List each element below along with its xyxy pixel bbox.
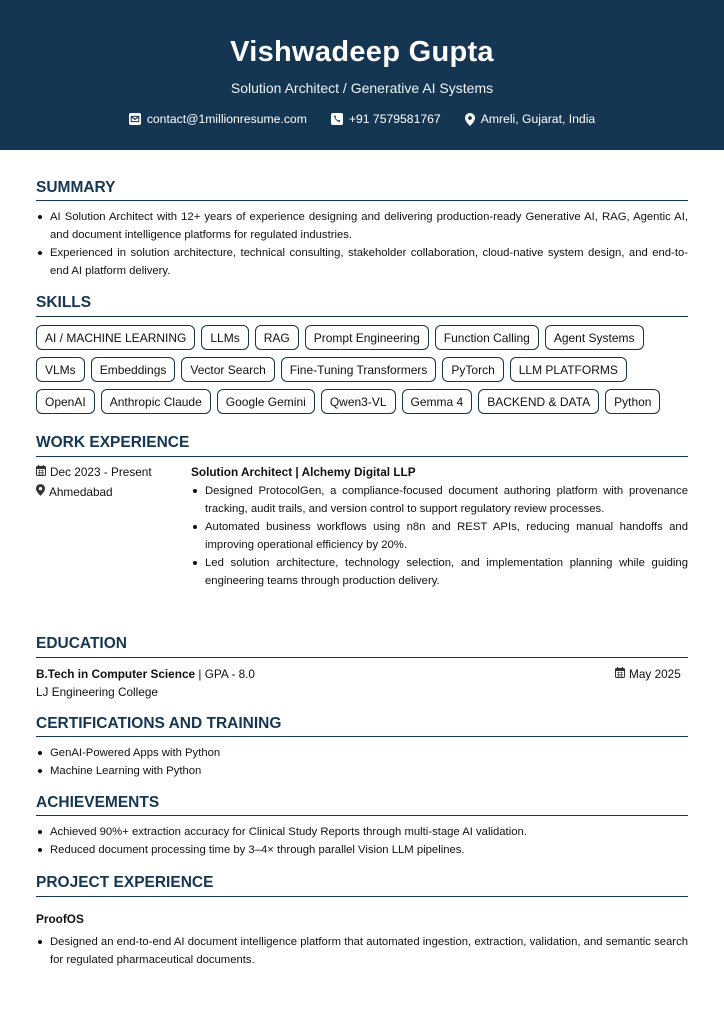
map-pin-icon (465, 113, 475, 126)
skill-chip: LLM PLATFORMS (510, 357, 627, 382)
work-date-text: Dec 2023 - Present (50, 465, 152, 479)
project-name: ProofOS (36, 912, 84, 926)
summary-divider (36, 200, 688, 201)
summary-list (36, 208, 688, 280)
skill-chip: Gemma 4 (402, 389, 473, 414)
degree-gpa: | GPA - 8.0 (195, 667, 255, 681)
map-pin-icon (36, 484, 45, 499)
certifications-divider (36, 736, 688, 737)
work-divider (36, 456, 688, 457)
list-item: Led solution architecture, technology selection, and implementation planning while guiding engineering teams through production delivery. (191, 554, 688, 590)
skill-chip: Qwen3-VL (321, 389, 396, 414)
skill-chip: Fine-Tuning Transformers (281, 357, 437, 382)
resume-header (0, 0, 724, 150)
certifications-heading: CERTIFICATIONS AND TRAINING (36, 715, 282, 732)
location-text: Amreli, Gujarat, India (480, 112, 596, 126)
list-item: AI Solution Architect with 12+ years of experience designing and delivering production-ready Generative AI, RAG, Agentic AI, and document intelligence platforms for regulated industries. (36, 208, 688, 244)
projects-list (36, 933, 688, 969)
achievements-heading: ACHIEVEMENTS (36, 794, 160, 811)
contact-location (465, 112, 595, 126)
contact-bar (0, 112, 724, 126)
skill-chip: LLMs (201, 325, 248, 350)
education-date (615, 667, 681, 681)
list-item: Designed an end-to-end AI document intelligence platform that automated ingestion, extraction, validation, and semantic search for regulated pharmaceutical documents. (36, 933, 688, 969)
skill-chip: OpenAI (36, 389, 95, 414)
list-item: Automated business workflows using n8n and REST APIs, reducing manual handoffs and improving operational efficiency by 20%. (191, 518, 688, 554)
skill-chip: Google Gemini (217, 389, 315, 414)
phone-icon (331, 113, 343, 125)
skill-chip: Embeddings (91, 357, 176, 382)
candidate-title: Solution Architect / Generative AI Systems (230, 80, 494, 96)
skills-heading: SKILLS (36, 294, 92, 311)
list-item: Achieved 90%+ extraction accuracy for Clinical Study Reports through multi-stage AI validation. (36, 823, 688, 841)
list-item: Machine Learning with Python (36, 762, 688, 780)
education-date-text: May 2025 (629, 667, 681, 681)
candidate-name: Vishwadeep Gupta (230, 36, 494, 68)
skill-chip: PyTorch (442, 357, 503, 382)
achievements-list (36, 823, 688, 859)
degree-name: B.Tech in Computer Science (36, 667, 196, 681)
achievements-divider (36, 815, 688, 816)
phone-text: +91 7579581767 (348, 112, 441, 126)
projects-divider (36, 896, 688, 897)
contact-phone[interactable] (331, 112, 441, 126)
skill-chip: Vector Search (181, 357, 274, 382)
list-item: GenAI-Powered Apps with Python (36, 744, 688, 762)
skill-chip: Python (605, 389, 660, 414)
calendar-icon (615, 667, 625, 681)
work-location (36, 484, 113, 499)
skills-row (36, 325, 644, 350)
skill-chip: AI / MACHINE LEARNING (36, 325, 195, 350)
skill-chip: VLMs (36, 357, 85, 382)
job-title: Solution Architect | Alchemy Digital LLP (191, 465, 416, 479)
education-divider (36, 657, 688, 658)
work-date (36, 465, 152, 479)
education-college: LJ Engineering College (36, 685, 158, 699)
envelope-icon (129, 113, 141, 125)
list-item: Experienced in solution architecture, technical consulting, stakeholder collaboration, cloud-native system design, and end-to-end AI platform delivery. (36, 244, 688, 280)
skills-divider (36, 316, 688, 317)
skill-chip: Anthropic Claude (101, 389, 211, 414)
list-item: Reduced document processing time by 3–4× through parallel Vision LLM pipelines. (36, 841, 688, 859)
list-item: Designed ProtocolGen, a compliance-focused document authoring platform with provenance tracking, audit trails, and version control to support regulatory review processes. (191, 482, 688, 518)
skills-row (36, 357, 627, 382)
skills-row (36, 389, 660, 414)
skill-chip: BACKEND & DATA (478, 389, 599, 414)
skill-chip: RAG (255, 325, 299, 350)
contact-email[interactable] (129, 112, 307, 126)
calendar-icon (36, 465, 46, 479)
work-heading: WORK EXPERIENCE (36, 434, 190, 451)
certifications-list (36, 744, 688, 780)
work-list (191, 482, 688, 590)
projects-heading: PROJECT EXPERIENCE (36, 874, 214, 891)
skill-chip: Prompt Engineering (305, 325, 429, 350)
skill-chip: Agent Systems (545, 325, 644, 350)
work-location-text: Ahmedabad (49, 484, 113, 499)
education-degree (36, 667, 255, 681)
education-heading: EDUCATION (36, 635, 127, 652)
summary-heading: SUMMARY (36, 179, 116, 196)
skill-chip: Function Calling (435, 325, 539, 350)
email-text: contact@1millionresume.com (146, 112, 307, 126)
